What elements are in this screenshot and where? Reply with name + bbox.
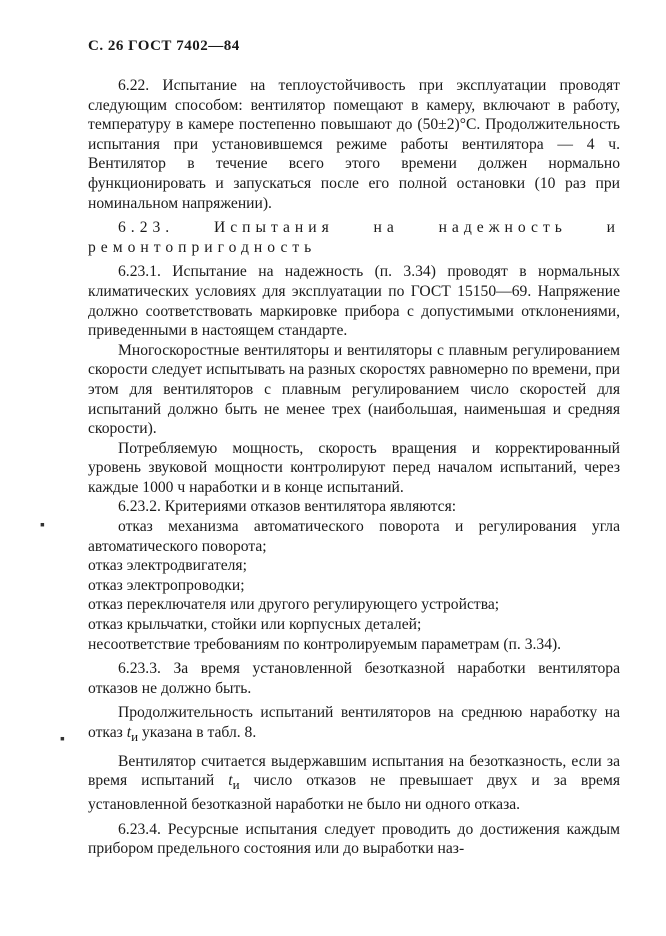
paragraph-multispeed: Многоскоростные вентиляторы и вентиляторы с плавным регулированием скорости следует испытывать на разных скоростях равномерно по времени, при этом для вентиляторов с плавным регулированием число скоростей для испытаний должно быть не менее трех (наибольшая, наименьшая и средняя скорости). <box>88 341 620 438</box>
t-symbol: t <box>228 772 233 790</box>
list-item: отказ электродвигателя; <box>88 557 247 575</box>
paragraph-6-22: 6.22. Испытание на теплоустойчивость при эксплуатации проводят следующим способом: вентилятор помещают в камеру, включают в работу, температуру в камере постепенно повышают до (50±2)°С. Продолжительность испытания при установившемся режиме работы вентилятора — 4 ч. Вентилятор в течение всего этого времени должен нормально функционировать и запускаться после его полной остановки (10 раз при номинальном напряжении). <box>88 77 620 212</box>
list-item: отказ переключателя или другого регулирующего устройства; <box>88 596 500 614</box>
list-item: отказ механизма автоматического поворота и регулирования угла автоматического поворота; <box>88 518 620 555</box>
paragraph-6-23-2: 6.23.2. Критериями отказов вентилятора являются: <box>118 498 457 516</box>
section-heading-6-23: 6.23. Испытания на надежность и ремонтопригодность <box>88 219 620 256</box>
list-item: отказ крыльчатки, стойки или корпусных деталей; <box>88 616 422 634</box>
text-run: Продолжительность испытаний вентиляторов на среднюю наработку на отказ <box>88 704 620 741</box>
margin-dash-mark: ▪ <box>40 518 45 533</box>
paragraph-6-23-1: 6.23.1. Испытание на надежность (п. 3.34) проводят в нормальных климатических условиях для эксплуатации по ГОСТ 15150—69. Напряжение должно соответствовать маркировке прибора с допустимыми отклонениями, приведенными в настоящем стандарте. <box>88 263 620 340</box>
paragraph-6-23-4: 6.23.4. Ресурсные испытания следует проводить до достижения каждым прибором предельного состояния или до выработки наз- <box>88 820 620 858</box>
t-symbol: t <box>126 724 132 741</box>
document-body <box>88 76 620 864</box>
paragraph-test-duration <box>88 703 620 746</box>
text-run: Вентилятор считается выдержавшим испытания на безотказность, если за время испытаний <box>88 752 620 790</box>
page-header: С. 26 ГОСТ 7402—84 <box>88 38 240 54</box>
paragraph-6-23-3: 6.23.3. За время установленной безотказной наработки вентилятора отказов не должно быть. <box>88 660 620 697</box>
t-subscript: и <box>232 777 240 793</box>
text-run: число отказов не превышает двух и за время установленной безотказной наработки не было ни одного отказа. <box>88 772 621 813</box>
list-item: отказ электропроводки; <box>88 576 245 594</box>
margin-dash-mark: ▪ <box>60 732 65 747</box>
paragraph-power-control: Потребляемую мощность, скорость вращения и корректированный уровень звуковой мощности контролируют перед началом испытаний, через каждые 1000 ч наработки и в конце испытаний. <box>88 439 620 496</box>
list-item: несоответствие требованиям по контролируемым параметрам (п. 3.34). <box>88 635 562 653</box>
t-subscript: и <box>131 729 139 745</box>
failure-criteria-list <box>88 517 620 654</box>
text-run: указана в табл. 8. <box>138 724 257 741</box>
paragraph-passed-criteria <box>88 752 620 815</box>
